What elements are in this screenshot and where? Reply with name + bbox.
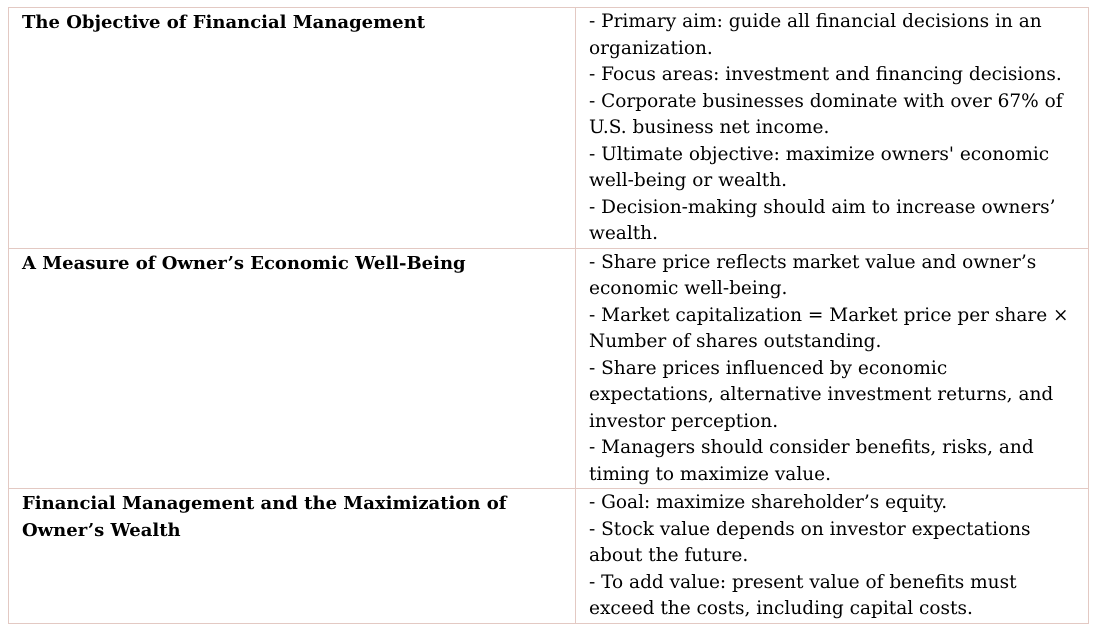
points-cell bbox=[576, 8, 1089, 249]
bullet-point: - Corporate businesses dominate with over 67% of U.S. business net income. bbox=[589, 90, 1063, 138]
bullet-point: - Share price reflects market value and owner’s economic well-being. bbox=[589, 251, 1037, 299]
table-row bbox=[9, 489, 1089, 624]
topic-cell: The Objective of Financial Management bbox=[9, 8, 576, 249]
table-row bbox=[9, 248, 1089, 489]
table-row bbox=[9, 8, 1089, 249]
bullet-point: - Primary aim: guide all financial decisions in an organization. bbox=[589, 11, 1042, 59]
topic-cell: Financial Management and the Maximization of Owner’s Wealth bbox=[9, 489, 576, 624]
bullet-point: - Goal: maximize shareholder’s equity. bbox=[589, 492, 948, 513]
bullet-point: - Market capitalization = Market price per share × Number of shares outstanding. bbox=[589, 304, 1069, 352]
bullet-point: - Decision-making should aim to increase owners’ wealth. bbox=[589, 196, 1056, 244]
bullet-point: - Managers should consider benefits, risks, and timing to maximize value. bbox=[589, 437, 1034, 485]
bullet-point: - Focus areas: investment and financing decisions. bbox=[589, 64, 1062, 85]
summary-table bbox=[8, 7, 1089, 624]
bullet-point: - Ultimate objective: maximize owners' economic well-being or wealth. bbox=[589, 143, 1050, 191]
topic-cell: A Measure of Owner’s Economic Well-Being bbox=[9, 248, 576, 489]
bullet-point: - Share prices influenced by economic expectations, alternative investment returns, and investor perception. bbox=[589, 357, 1054, 432]
points-cell bbox=[576, 489, 1089, 624]
bullet-point: - Stock value depends on investor expectations about the future. bbox=[589, 518, 1031, 566]
bullet-point: - To add value: present value of benefits must exceed the costs, including capital costs. bbox=[589, 571, 1017, 619]
points-cell bbox=[576, 248, 1089, 489]
